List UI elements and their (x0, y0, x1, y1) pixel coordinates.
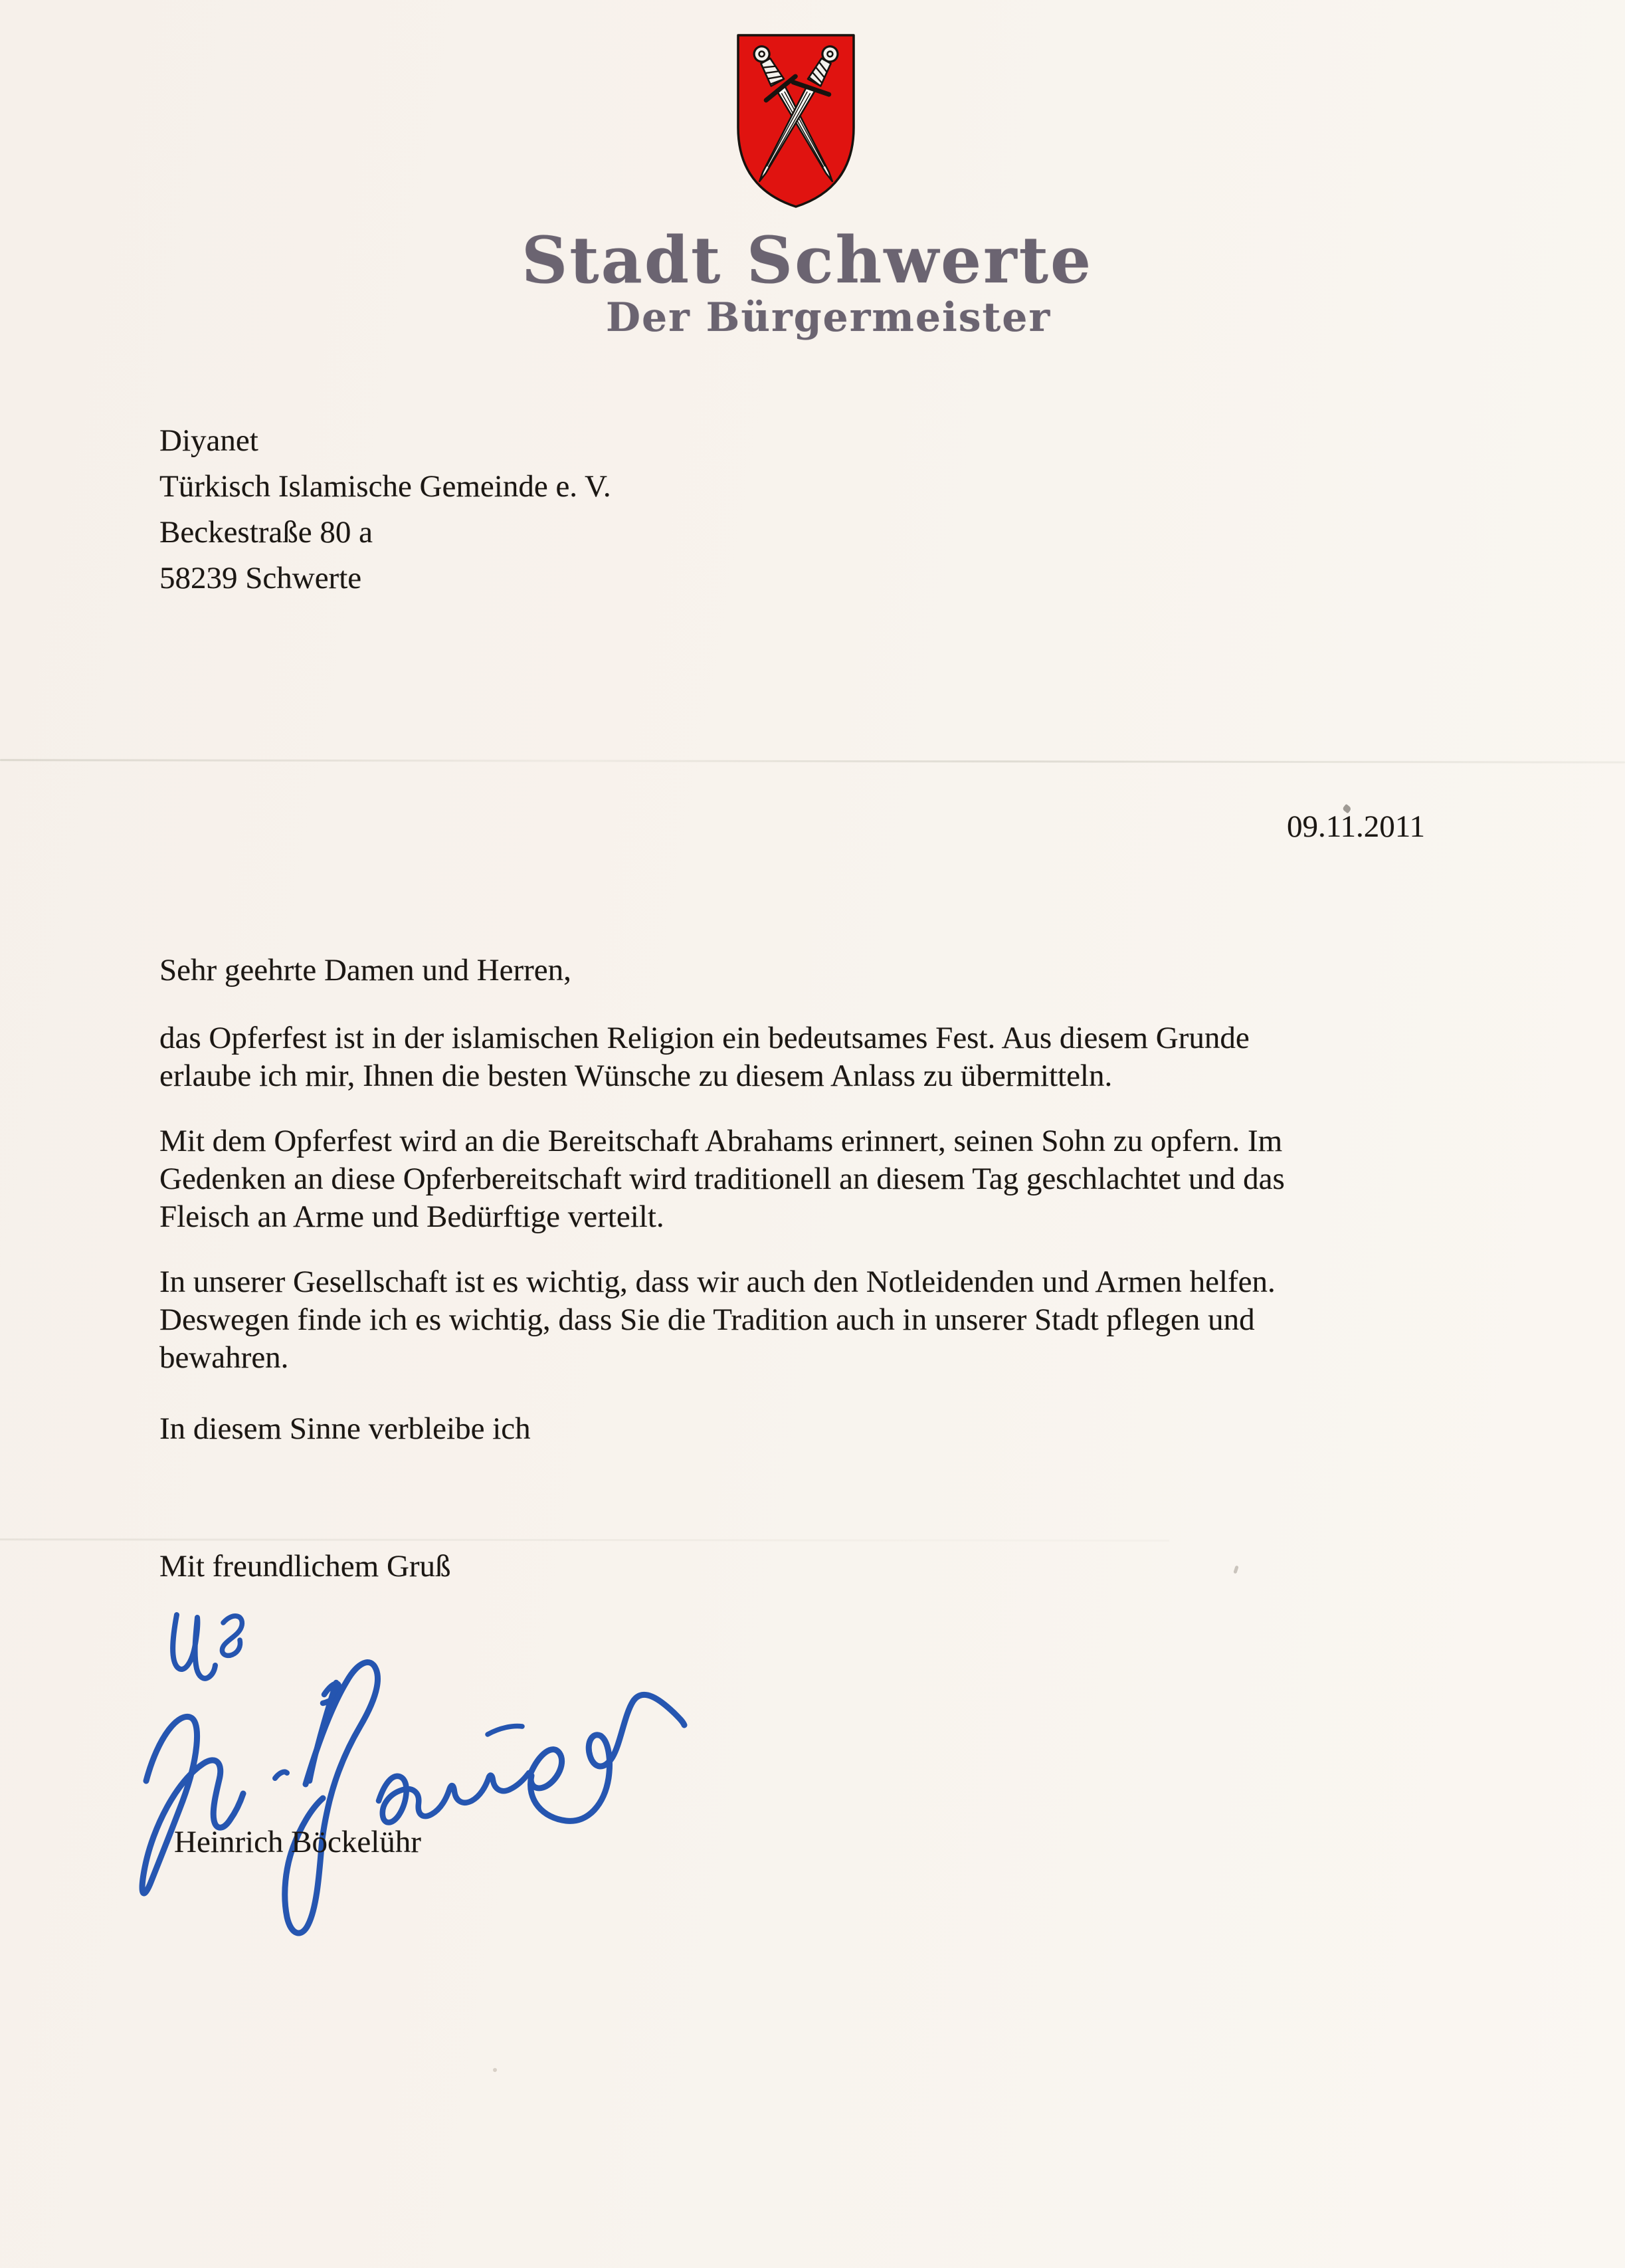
paper-crease-faint (0, 1538, 1169, 1542)
salutation: Sehr geehrte Damen und Herren, (159, 953, 571, 987)
recipient-line: Beckestraße 80 a (159, 515, 373, 550)
paragraph-line: In diesem Sinne verbleibe ich (159, 1411, 531, 1446)
body-paragraph (159, 1122, 1285, 1236)
signer-name: Heinrich Böckelühr (174, 1825, 421, 1859)
paragraph-line: Deswegen finde ich es wichtig, dass Sie die Tradition auch in unserer Stadt pflegen und (159, 1302, 1255, 1337)
paragraph-line: erlaube ich mir, Ihnen die besten Wünsche zu diesem Anlass zu übermitteln. (159, 1059, 1113, 1093)
signature-ink-strokes (142, 1615, 684, 1933)
recipient-address-block (159, 418, 611, 601)
paragraph-line: bewahren. (159, 1340, 289, 1375)
recipient-line: 58239 Schwerte (159, 561, 362, 595)
paper-speck (1233, 1566, 1238, 1574)
paragraph-line: Mit dem Opferfest wird an die Bereitschaft Abrahams erinnert, seinen Sohn zu opfern. Im (159, 1124, 1283, 1158)
paragraph-line: In unserer Gesellschaft ist es wichtig, dass wir auch den Notleidenden und Armen helfen. (159, 1265, 1276, 1299)
paragraph-line: Fleisch an Arme und Bedürftige verteilt. (159, 1199, 664, 1234)
letter-date: 09.11.2011 (1287, 809, 1426, 844)
schwerte-coat-of-arms-icon (729, 31, 862, 211)
paper-speck (493, 2068, 497, 2072)
body-paragraph (159, 1410, 531, 1448)
paragraph-line: das Opferfest ist in der islamischen Religion ein bedeutsames Fest. Aus diesem Grunde (159, 1021, 1250, 1055)
recipient-line: Diyanet (159, 423, 258, 458)
letterhead-city-name: Stadt Schwerte (521, 223, 1094, 298)
letterhead-office-title: Der Bürgermeister (605, 294, 1052, 341)
paper-crease (0, 759, 1625, 763)
closing-phrase: Mit freundlichem Gruß (159, 1549, 451, 1584)
handwritten-signature (113, 1582, 724, 1954)
body-paragraph (159, 1019, 1250, 1095)
recipient-line: Türkisch Islamische Gemeinde e. V. (159, 469, 611, 504)
body-paragraph (159, 1263, 1276, 1377)
paragraph-line: Gedenken an diese Opferbereitschaft wird traditionell an diesem Tag geschlachtet und das (159, 1162, 1285, 1196)
